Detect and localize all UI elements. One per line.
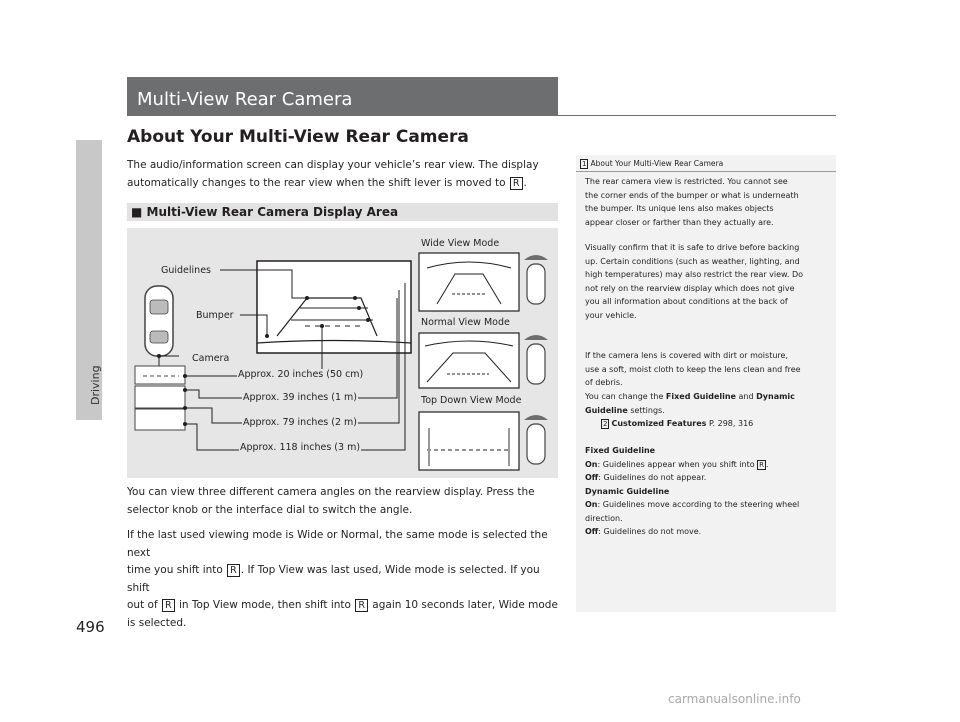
side-note-box — [576, 155, 836, 612]
normal-view-panel — [419, 333, 519, 388]
chapter-tab-label: Driving — [89, 365, 102, 405]
label-79-inches: Approx. 79 inches (2 m) — [243, 417, 357, 428]
label-normal-view-mode: Normal View Mode — [421, 317, 510, 328]
label-guidelines: Guidelines — [161, 265, 211, 276]
reverse-key-icon: R — [355, 599, 368, 612]
mode-car-icons — [527, 264, 545, 464]
label-camera: Camera — [192, 353, 230, 364]
label-20-inches: Approx. 20 inches (50 cm) — [238, 369, 364, 380]
page-number: 496 — [76, 618, 105, 636]
page-title: Multi-View Rear Camera — [137, 89, 353, 110]
reverse-key-icon: R — [162, 599, 175, 612]
note-guideline-settings: Fixed Guideline On: Guidelines appear when you shift into R . Off: Guidelines do not appear. Dynamic Guideline On: Guidelines move according to the steering wheel direction. Off: Guidelines do not move. — [585, 446, 800, 536]
note-number-icon: 1 — [582, 160, 587, 168]
intro-paragraph: The audio/information screen can display your vehicle’s rear view. The display automatically changes to the rear view when the shift lever is moved to R . — [127, 159, 539, 189]
reverse-key-icon: R — [227, 564, 240, 577]
label-wide-view-mode: Wide View Mode — [421, 238, 500, 249]
top-down-view-panel — [419, 412, 519, 470]
label-top-down-view-mode: Top Down View Mode — [421, 395, 522, 406]
header-divider — [127, 115, 836, 116]
label-bumper: Bumper — [196, 310, 234, 321]
body-paragraph-1: You can view three different camera angles on the rearview display. Press the selector knob or the interface dial to switch the angle. — [127, 486, 535, 516]
note-paragraph-1: The rear camera view is restricted. You cannot see the corner ends of the bumper or what is underneath the bumper. Its unique lens also makes objects appear closer or farther than they actually are. — [585, 177, 799, 227]
section-title: About Your Multi-View Rear Camera — [127, 127, 469, 147]
reference-arrow-icon: 2 — [603, 420, 608, 428]
watermark: carmanualsonline.info — [668, 692, 801, 706]
note-paragraph-2: Visually confirm that it is safe to drive before backing up. Certain conditions (such as weather, lighting, and high temperatures) may also restrict the rear view. Do not rely on the rearview display which does not give you all information about conditions at the back of your vehicle. — [585, 243, 804, 320]
subsection-title: ■ Multi-View Rear Camera Display Area — [131, 205, 399, 219]
note-title: 1 About Your Multi-View Rear Camera — [582, 159, 724, 168]
body-paragraph-2: If the last used viewing mode is Wide or Normal, the same mode is selected the next time you shift into R . If Top View was last used, Wide mode is selected. If you shift out of R in Top View mode, then shift into R again 10 seconds later, Wide mode is selected. — [127, 529, 558, 629]
label-39-inches: Approx. 39 inches (1 m) — [243, 392, 357, 403]
reverse-key-icon: R — [759, 460, 765, 469]
square-bullet-icon: ■ — [131, 205, 143, 219]
note-paragraph-4: You can change the Fixed Guideline and Dynamic Guideline settings. 2 Customized Features P. 298, 316 — [585, 392, 795, 428]
customized-features-link[interactable]: Customized Features — [611, 419, 707, 428]
wide-view-panel — [419, 253, 519, 311]
label-118-inches: Approx. 118 inches (3 m) — [240, 442, 361, 453]
rearview-screen — [257, 261, 411, 353]
note-divider — [576, 171, 836, 172]
reverse-key-icon: R — [510, 177, 523, 190]
camera-display-diagram — [127, 228, 558, 478]
note-paragraph-3: If the camera lens is covered with dirt or moisture, use a soft, moist cloth to keep the lens clean and free of debris. — [585, 351, 801, 387]
